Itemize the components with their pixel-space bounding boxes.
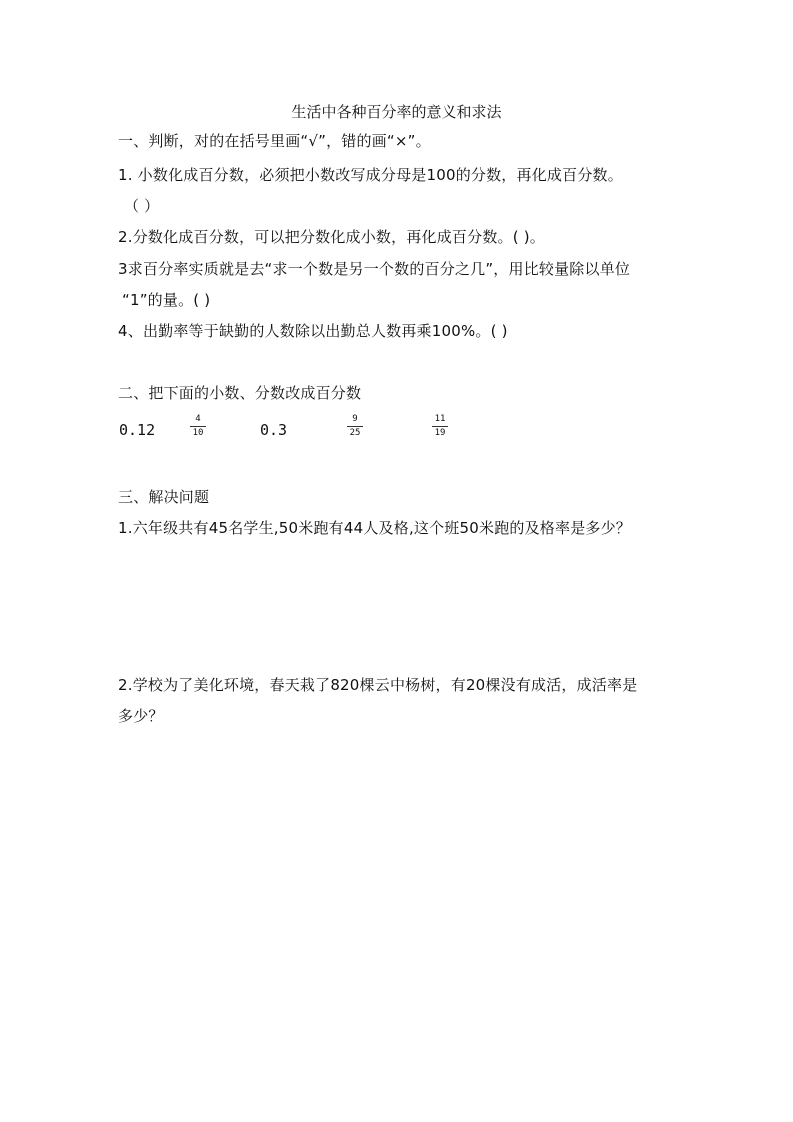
section3-heading: 三、解决问题 <box>118 488 210 506</box>
question-3-line-1: 3求百分率实质就是去“求一个数是另一个数的百分之几”，用比较量除以单位 <box>118 260 631 278</box>
question-1: 1. 小数化成百分数，必须把小数改写成分母是100的分数，再化成百分数。 <box>118 166 623 184</box>
question-2: 2.分数化成百分数，可以把分数化成小数，再化成百分数。( )。 <box>118 228 545 246</box>
fraction-numerator: 11 <box>434 414 446 424</box>
fraction-denominator: 19 <box>434 428 446 438</box>
problem-2-line-1: 2.学校为了美化环境，春天栽了820棵云中杨树，有20棵没有成活，成活率是 <box>118 676 638 694</box>
fraction-denominator: 25 <box>349 428 361 438</box>
question-1-answer-paren: （ ） <box>124 197 160 215</box>
problem-1: 1.六年级共有45名学生,50米跑有44人及格,这个班50米跑的及格率是多少？ <box>118 519 631 537</box>
fraction-numerator: 9 <box>352 414 358 424</box>
question-4: 4、出勤率等于缺勤的人数除以出勤总人数再乘100%。( ) <box>118 322 508 340</box>
fraction-denominator: 10 <box>192 428 204 438</box>
fraction-bar <box>432 426 448 427</box>
fraction-bar <box>190 426 206 427</box>
decimal-item: 0.3 <box>260 421 288 439</box>
fraction-item <box>430 414 450 439</box>
question-3-line-2: “1”的量。( ) <box>122 291 211 309</box>
fraction-item <box>345 414 365 439</box>
fraction-item <box>188 414 208 439</box>
problem-2-line-2: 多少？ <box>118 707 164 725</box>
decimal-item: 0.12 <box>119 421 156 439</box>
fraction-bar <box>347 426 363 427</box>
fraction-numerator: 4 <box>195 414 201 424</box>
section1-heading: 一、判断，对的在括号里画“√”，错的画“×”。 <box>118 132 431 150</box>
page-title: 生活中各种百分率的意义和求法 <box>291 103 502 121</box>
section2-heading: 二、把下面的小数、分数改成百分数 <box>118 384 362 402</box>
